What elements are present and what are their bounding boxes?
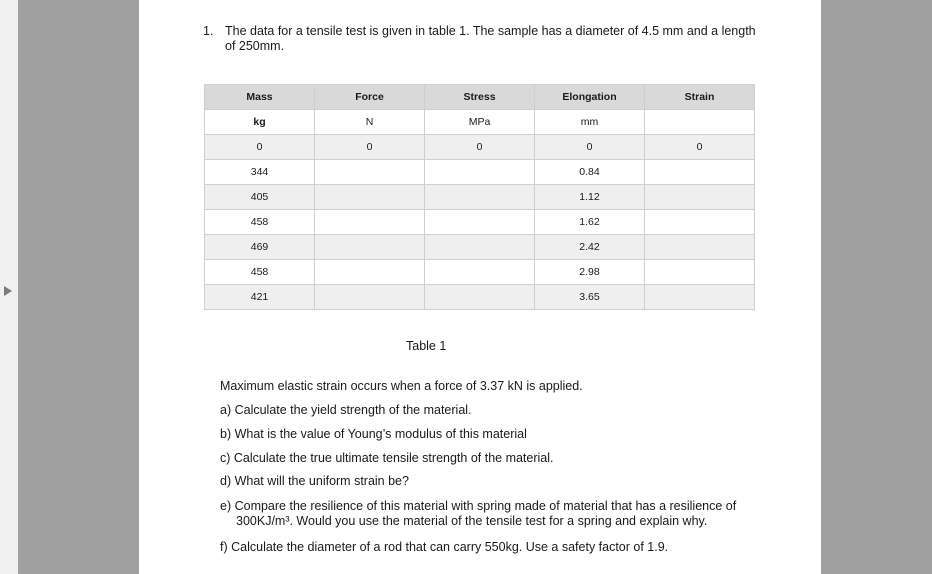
unit-mass: kg <box>205 110 315 135</box>
table-row <box>205 185 755 210</box>
table-cell: 1.12 <box>535 185 645 210</box>
table-cell: 458 <box>205 210 315 235</box>
table-cell <box>425 160 535 185</box>
table-cell <box>315 160 425 185</box>
unit-strain <box>645 110 755 135</box>
table-row <box>205 160 755 185</box>
table-cell: 405 <box>205 185 315 210</box>
part-d: d) What will the uniform strain be? <box>220 474 409 488</box>
header-force: Force <box>315 85 425 110</box>
table-units-row <box>205 110 755 135</box>
table-cell <box>425 235 535 260</box>
table-cell: 0 <box>425 135 535 160</box>
table-cell <box>425 260 535 285</box>
table-cell: 0 <box>205 135 315 160</box>
table-cell <box>645 185 755 210</box>
header-strain: Strain <box>645 85 755 110</box>
part-e <box>220 499 765 529</box>
table-cell: 458 <box>205 260 315 285</box>
header-stress: Stress <box>425 85 535 110</box>
header-mass: Mass <box>205 85 315 110</box>
unit-elongation: mm <box>535 110 645 135</box>
unit-stress: MPa <box>425 110 535 135</box>
intro-text: Maximum elastic strain occurs when a force of 3.37 kN is applied. <box>220 379 583 393</box>
table-cell <box>315 185 425 210</box>
table-cell <box>425 285 535 310</box>
part-b: b) What is the value of Young’s modulus of this material <box>220 427 527 441</box>
table-cell: 0 <box>535 135 645 160</box>
question-number: 1. <box>203 24 214 38</box>
table-cell <box>645 160 755 185</box>
left-panel-strip <box>0 0 18 574</box>
table-cell: 344 <box>205 160 315 185</box>
unit-force: N <box>315 110 425 135</box>
table-row <box>205 135 755 160</box>
document-page <box>139 0 821 574</box>
table-cell <box>315 285 425 310</box>
table-row <box>205 210 755 235</box>
expand-arrow-icon[interactable] <box>4 286 12 296</box>
table-row <box>205 235 755 260</box>
table-cell <box>645 210 755 235</box>
table-cell: 421 <box>205 285 315 310</box>
table-cell: 3.65 <box>535 285 645 310</box>
table-header-row <box>205 85 755 110</box>
table-cell <box>645 235 755 260</box>
table-cell: 469 <box>205 235 315 260</box>
table-cell <box>645 260 755 285</box>
table-cell: 0 <box>315 135 425 160</box>
part-e-line-1: e) Compare the resilience of this material with spring made of material that has a resilience of <box>220 499 737 513</box>
table-cell: 2.42 <box>535 235 645 260</box>
table-caption: Table 1 <box>406 339 447 353</box>
table-cell <box>425 210 535 235</box>
part-c: c) Calculate the true ultimate tensile strength of the material. <box>220 451 554 465</box>
data-table <box>204 84 755 310</box>
table-cell: 1.62 <box>535 210 645 235</box>
table-cell <box>645 285 755 310</box>
table-row <box>205 260 755 285</box>
table-cell: 0 <box>645 135 755 160</box>
table-cell <box>315 260 425 285</box>
table-cell <box>315 235 425 260</box>
part-a: a) Calculate the yield strength of the material. <box>220 403 472 417</box>
table-row <box>205 285 755 310</box>
part-f: f) Calculate the diameter of a rod that can carry 550kg. Use a safety factor of 1.9. <box>220 540 669 554</box>
table-cell <box>315 210 425 235</box>
table-cell <box>425 185 535 210</box>
question-text: The data for a tensile test is given in table 1. The sample has a diameter of 4.5 mm and a length of 250mm. <box>225 24 756 53</box>
part-e-line-2: 300KJ/m³. Would you use the material of the tensile test for a spring and explain why. <box>236 514 708 528</box>
header-elongation: Elongation <box>535 85 645 110</box>
table-cell: 2.98 <box>535 260 645 285</box>
table-cell: 0.84 <box>535 160 645 185</box>
question-1 <box>203 24 763 54</box>
